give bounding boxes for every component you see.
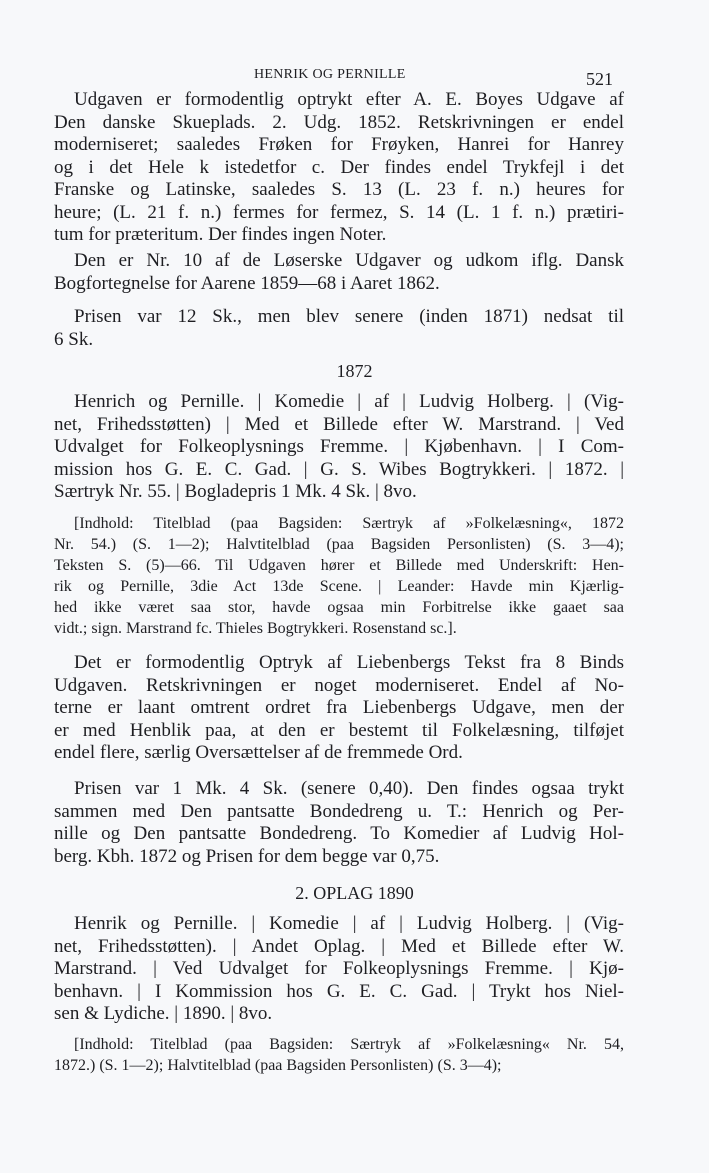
text-line: Udgaven. Retskrivningen er noget moderniseret. Endel af No- [54,674,624,696]
text-line: Franske og Latinske, saaledes S. 13 (L. 23 f. n.) heures for [54,179,624,200]
text-line: heure; (L. 21 f. n.) fermes for fermez, S. 14 (L. 1 f. n.) prætiri- [54,201,624,223]
page-header [0,66,709,88]
text-line: er med Henblik paa, at den er bestemt til Folkelæsning, tilføjet [54,719,624,741]
text-line: og i det Hele k istedetfor c. Der findes endel Trykfejl i det [54,156,624,178]
entry-1890 [54,913,624,1026]
text-line: benhavn. | I Kommission hos G. E. C. Gad. | Trykt hos Niel- [54,980,624,1002]
text-line: net, Frihedsstøtten). | Andet Oplag. | Med et Billede efter W. [54,935,624,957]
text-line: Udvalget for Folkeoplysnings Fremme. | Kjøbenhavn. | I Com- [54,436,624,457]
text-line: Teksten S. (5)—66. Til Udgaven hører et Billede med Underskrift: Hen- [54,557,624,574]
para-nr10 [54,250,624,295]
para-udgaven [54,89,624,247]
text-line: 6 Sk. [54,328,94,350]
para-prisen-1mk [54,778,624,868]
text-line: [Indhold: Titelblad (paa Bagsiden: Særtryk af »Folkelæsning«, 1872 [74,515,624,532]
text-line: Det er formodentlig Optryk af Liebenbergs Tekst fra 8 Binds [74,652,624,673]
text-line: Prisen var 1 Mk. 4 Sk. (senere 0,40). Den findes ogsaa trykt [74,778,624,799]
text-line: Den er Nr. 10 af de Løserske Udgaver og udkom iflg. Dansk [74,250,624,271]
section-heading-2-oplag-1890: 2. OPLAG 1890 [295,883,414,903]
text-line: sen & Lydiche. | 1890. | 8vo. [54,1003,273,1024]
text-line: Bogfortegnelse for Aarene 1859—68 i Aaret 1862. [54,272,440,294]
text-line: 1872.) (S. 1—2); Halvtitelblad (paa Bagsiden Personlisten) (S. 3—4); [54,1057,502,1074]
text-line: Nr. 54.) (S. 1—2); Halvtitelblad (paa Bagsiden Personlisten) (S. 3—4); [54,536,624,553]
text-line: berg. Kbh. 1872 og Prisen for dem begge var 0,75. [54,845,440,867]
para-prisen-12 [54,306,624,351]
text-line: tum for præteritum. Der findes ingen Noter. [54,224,387,245]
text-line: Prisen var 12 Sk., men blev senere (inden 1871) nedsat til [74,306,624,327]
text-line: Udgaven er formodentlig optrykt efter A. E. Boyes Udgave af [74,89,624,110]
text-line: moderniseret; saaledes Frøken for Frøyken, Hanrei for Hanrey [54,134,624,155]
text-line: mission hos G. E. C. Gad. | G. S. Wibes Bogtrykkeri. | 1872. | [54,458,624,480]
text-line: net, Frihedsstøtten) | Med et Billede efter W. Marstrand. | Ved [54,413,624,435]
text-line: sammen med Den pantsatte Bondedreng u. T.: Henrich og Per- [54,800,624,822]
text-line: rik og Pernille, 3die Act 13de Scene. | Leander: Havde min Kjærlig- [54,578,624,595]
running-title: HENRIK OG PERNILLE [254,67,406,82]
text-line: [Indhold: Titelblad (paa Bagsiden: Særtryk af »Folkelæsning« Nr. 54, [74,1036,624,1053]
text-line: vidt.; sign. Marstrand fc. Thieles Bogtrykkeri. Rosenstand sc.]. [54,620,457,637]
contents-1890 [54,1034,624,1076]
text-line: Henrich og Pernille. | Komedie | af | Ludvig Holberg. | (Vig- [74,391,624,412]
text-line: terne er laant omtrent ordret fra Liebenbergs Udgave, men der [54,697,624,718]
para-optryk [54,652,624,765]
section-heading-1872: 1872 [336,361,373,381]
text-line: nille og Den pantsatte Bondedreng. To Komedier af Ludvig Hol- [54,823,624,844]
text-line: Særtryk Nr. 55. | Bogladepris 1 Mk. 4 Sk. | 8vo. [54,481,417,502]
entry-1872 [54,391,624,504]
contents-1872 [54,513,624,639]
text-line: Den danske Skueplads. 2. Udg. 1852. Retskrivningen er endel [54,111,624,133]
page-number: 521 [586,69,613,89]
text-line: hed ikke været saa stor, havde ogsaa min Forbitrelse ikke gaaet saa [54,599,624,616]
text-line: endel flere, særlig Oversættelser af de fremmede Ord. [54,742,463,763]
text-line: Henrik og Pernille. | Komedie | af | Ludvig Holberg. | (Vig- [74,913,624,934]
text-line: Marstrand. | Ved Udvalget for Folkeoplysnings Fremme. | Kjø- [54,958,624,979]
